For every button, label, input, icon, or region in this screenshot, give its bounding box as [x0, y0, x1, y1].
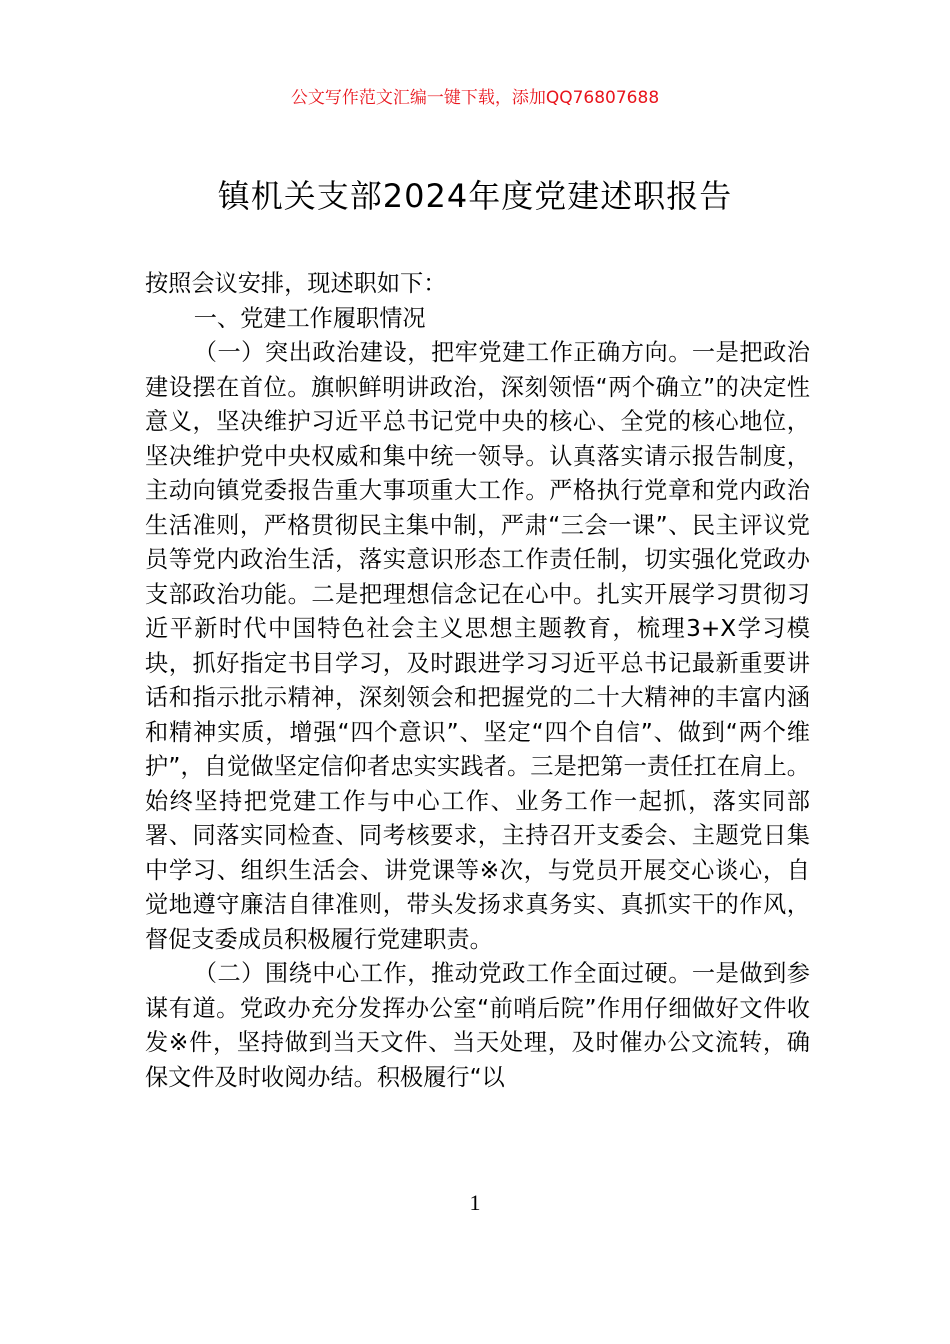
body-paragraph: （一）突出政治建设，把牢党建工作正确方向。一是把政治建设摆在首位。旗帜鲜明讲政治，深刻领悟“两个确立”的决定性意义，坚决维护习近平总书记党中央的核心、全党的核心地位，坚决维护党中央权威和集中统一领导。认真落实请示报告制度，主动向镇党委报告重大事项重大工作。严格执行党章和党内政治生活准则，严格贯彻民主集中制，严肃“三会一课”、民主评议党员等党内政治生活，落实意识形态工作责任制，切实强化党政办支部政治功能。二是把理想信念记在心中。扎实开展学习贯彻习近平新时代中国特色社会主义思想主题教育，梳理3+X学习模块，抓好指定书目学习，及时跟进学习习近平总书记最新重要讲话和指示批示精神，深刻领会和把握党的二十大精神的丰富内涵和精神实质，增强“四个意识”、坚定“四个自信”、做到“两个维护”，自觉做坚定信仰者忠实实践者。三是把第一责任扛在肩上。始终坚持把党建工作与中心工作、业务工作一起抓，落实同部署、同落实同检查、同考核要求，主持召开支委会、主题党日集中学习、组织生活会、讲党课等※次，与党员开展交心谈心，自觉地遵守廉洁自律准则，带头发扬求真务实、真抓实干的作风，督促支委成员积极履行党建职责。 [145, 339, 810, 953]
body-paragraph: （二）围绕中心工作，推动党政工作全面过硬。一是做到参谋有道。党政办充分发挥办公室“前哨后院”作用仔细做好文件收发※件，坚持做到当天文件、当天处理，及时催办公文流转，确保文件及时收阅办结。积极履行“以 [145, 960, 810, 1091]
intro-paragraph: 按照会议安排，现述职如下： [145, 270, 447, 297]
section-heading: 一、党建工作履职情况 [193, 304, 426, 332]
document-body [145, 267, 810, 1095]
page-number: 1 [469, 1190, 481, 1215]
document-title: 镇机关支部2024年度党建述职报告 [217, 177, 733, 215]
download-banner: 公文写作范文汇编一键下载，添加QQ76807688 [290, 88, 660, 108]
